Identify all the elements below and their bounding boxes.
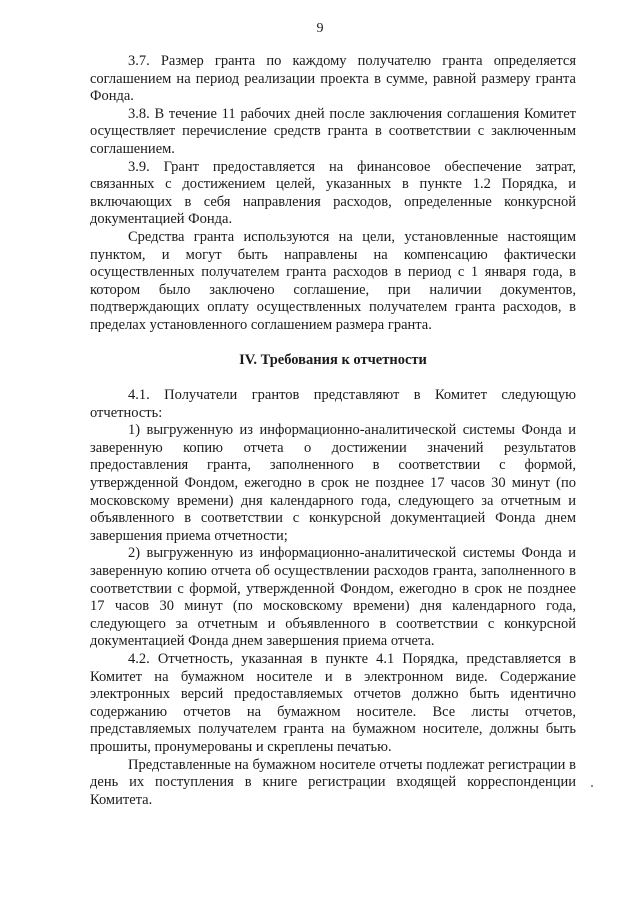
- paragraph-registration: Представленные на бумажном носителе отчеты подлежат регистрации в день их поступления в книге регистрации входящей корреспонденции Комитета.: [90, 756, 576, 808]
- paragraph-4-1-item-1: 1) выгруженную из информационно-аналитической системы Фонда и заверенную копию отчета о достижении значений результатов предоставления гранта, заполненного в соответствии с формой, утвержденной Фондом, ежегодно в срок не позднее 17 часов 30 минут (по московскому времени) дня календарного года, следующего за отчетным и объявленного в соответствии с конкурсной документацией Фонда днем завершения приема отчетности;: [90, 422, 576, 544]
- paragraph-grant-funds: Средства гранта используются на цели, установленные настоящим пунктом, и могут быть направлены на компенсацию фактически осуществленных получателем гранта расходов в период с 1 января года, в котором было заключено соглашение, при наличии документов, подтверждающих оплату осуществленных получателем гранта расходов, в пределах установленного соглашением размера гранта.: [90, 228, 576, 333]
- document-body: [90, 53, 576, 809]
- page-number: 9: [316, 21, 324, 36]
- paragraph-4-1: 4.1. Получатели грантов представляют в Комитет следующую отчетность:: [90, 387, 576, 421]
- paragraph-4-1-item-2: 2) выгруженную из информационно-аналитической системы Фонда и заверенную копию отчета об осуществлении расходов гранта, заполненного в соответствии с формой, утвержденной Фондом, ежегодно в срок не позднее 17 часов 30 минут (по московскому времени) дня календарного года, следующего за отчетным и объявленного в соответствии с конкурсной документацией Фонда днем завершения приема отчета.: [90, 545, 576, 650]
- paragraph-3-8: 3.8. В течение 11 рабочих дней после заключения соглашения Комитет осуществляет перечисление средств гранта в соответствии с заключенным соглашением.: [90, 105, 576, 157]
- section-title: IV. Требования к отчетности: [239, 351, 427, 368]
- paragraph-4-2: 4.2. Отчетность, указанная в пункте 4.1 Порядка, представляется в Комитет на бумажном носителе и в электронном виде. Содержание электронных версий предоставляемых отчетов должно быть идентично содержанию отчетов на бумажном носителе. Все листы отчетов, представляемых получателем гранта на бумажном носителе, должны быть прошиты, пронумерованы и скреплены печатью.: [90, 651, 576, 755]
- paragraph-3-9: 3.9. Грант предоставляется на финансовое обеспечение затрат, связанных с достижением целей, указанных в пункте 1.2 Порядка, и включающих в себя направления расходов, определенные конкурсной документацией Фонда.: [90, 158, 576, 228]
- scan-speck: [591, 785, 593, 787]
- paragraph-3-7: 3.7. Размер гранта по каждому получателю гранта определяется соглашением на период реализации проекта в сумме, равной размеру гранта Фонда.: [90, 53, 576, 105]
